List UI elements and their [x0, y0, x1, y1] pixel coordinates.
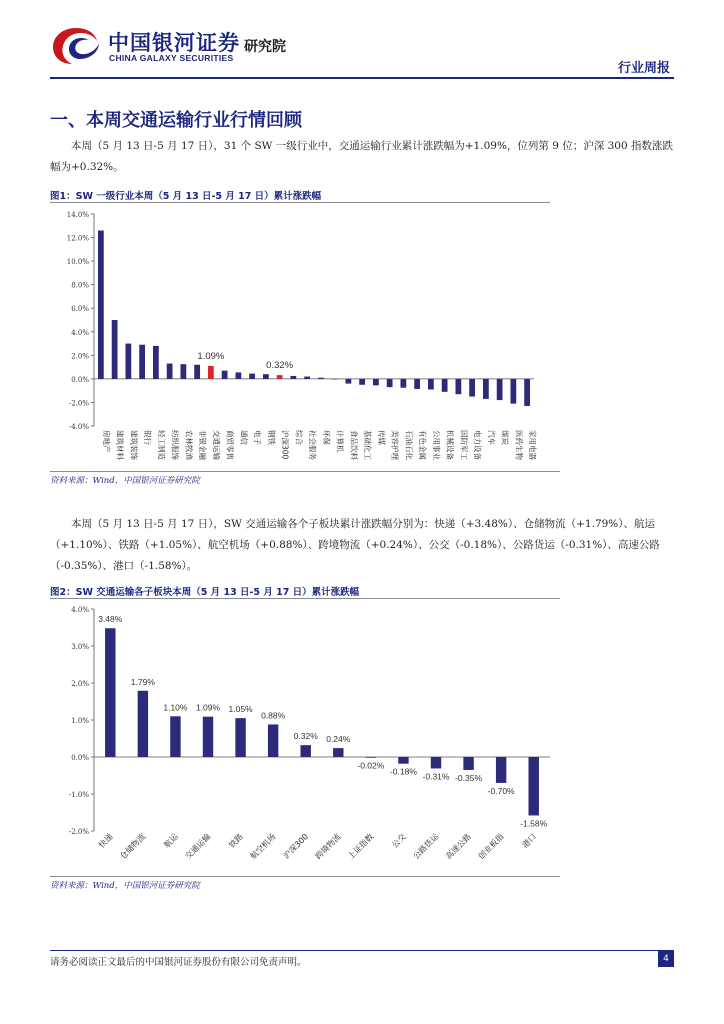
header-divider	[50, 77, 674, 79]
chart2-bar	[235, 718, 245, 757]
chart1-bar	[249, 374, 255, 379]
chart2-bar	[105, 628, 115, 757]
footer-divider	[50, 950, 674, 951]
chart1-x-tick-label: 房地产	[101, 430, 111, 453]
chart1-bar	[235, 372, 241, 378]
chart1-x-tick-label: 交通运输	[211, 430, 221, 460]
chart1-x-tick-label: 沪深300	[280, 430, 290, 460]
chart1-bar	[442, 379, 448, 392]
chart2-bar	[496, 757, 506, 783]
chart1-x-tick-label: 电子	[253, 430, 263, 445]
chart1-x-tick-label: 社会服务	[308, 430, 318, 460]
chart1-x-tick-label: 有色金属	[418, 430, 428, 460]
page-header	[0, 0, 724, 80]
chart1-bar	[153, 346, 159, 379]
chart1-y-tick-label: 14.0%	[66, 211, 89, 219]
report-type-label: 行业周报	[617, 61, 670, 76]
chart2-bar	[333, 748, 343, 757]
chart1-x-tick-label: 通信	[239, 430, 249, 445]
chart2-x-tick-label: 铁路	[227, 832, 245, 850]
chart2-x-tick-label: 快递	[97, 832, 115, 850]
chart2-x-tick-label: 高速公路	[443, 832, 473, 862]
chart2-x-tick-label: 上证指数	[346, 832, 376, 862]
chart2-data-label: 1.05%	[228, 704, 253, 715]
chart2-x-tick-label: 仓储物流	[118, 832, 148, 862]
paragraph-subsector-summary: 本周（5 月 13 日-5 月 17 日），SW 交通运输各个子板块累计涨跌幅分别为：快递（+3.48%）、仓储物流（+1.79%）、航运（+1.10%）、铁路（+1.05%）、航空机场（+0.88%）、跨境物流（+0.24%）、公交（-0.18%）、公路货运（-0.31%）、高速公路（-0.35%）、港口（-1.58%）。	[50, 518, 660, 572]
chart1-bar	[98, 230, 104, 378]
chart1-bar	[524, 379, 530, 406]
figure1-title-rule	[50, 202, 550, 203]
chart2-bar	[268, 724, 278, 757]
chart2-bar	[431, 757, 441, 768]
chart1-bar	[167, 364, 173, 379]
chart1-data-label: 1.09%	[197, 351, 225, 363]
chart2-x-tick-label: 公交	[390, 832, 408, 850]
chart1-x-tick-label: 家用电器	[528, 430, 538, 460]
chart2-data-label: 0.24%	[326, 734, 351, 745]
chart1-y-tick-label: 2.0%	[71, 352, 89, 361]
chart1-bar	[112, 320, 118, 379]
chart2-data-label: -0.02%	[357, 760, 385, 771]
chart1-x-tick-label: 钢铁	[266, 430, 276, 445]
chart2-bar	[301, 745, 311, 757]
chart1-x-tick-label: 公用事业	[431, 430, 441, 460]
chart2-data-label: -1.58%	[520, 818, 548, 829]
chart2-y-tick-label: 0.0%	[71, 754, 89, 762]
chart1-bar	[318, 378, 324, 379]
chart1-bar	[497, 379, 503, 400]
chart1-x-tick-label: 纺织服饰	[170, 430, 180, 460]
chart1-y-tick-label: 12.0%	[66, 234, 89, 243]
chart2-bar	[529, 757, 539, 815]
chart1-bar	[332, 379, 338, 380]
chart2-data-label: 0.88%	[261, 710, 286, 721]
chart1-y-tick-label: 0.0%	[71, 375, 89, 384]
chart1-bar	[139, 345, 145, 379]
chart2-x-tick-label: 港口	[520, 832, 539, 850]
chart1-data-label: 0.32%	[266, 360, 294, 372]
chart1-bar	[180, 364, 186, 379]
chart2-data-label: 0.32%	[293, 731, 318, 742]
chart1-bar	[414, 379, 420, 389]
paragraph-industry-summary: 本周（5 月 13 日-5 月 17 日），31 个 SW 一级行业中，交通运输行业累计涨跌幅为+1.09%，位列第 9 位；沪深 300 指数涨跌幅为+0.32%。	[50, 140, 673, 173]
chart1-x-tick-label: 医药生物	[514, 430, 524, 460]
chart-transport-subsectors	[50, 600, 560, 874]
chart1-bar	[510, 379, 516, 404]
chart1-bar	[373, 379, 379, 385]
chart2-y-tick-label: 1.0%	[71, 717, 89, 725]
figure2-title: 图2：SW 交通运输各子板块本周（5 月 13 日-5 月 17 日）累计涨跌幅	[50, 587, 360, 598]
chart1-y-tick-label: 6.0%	[71, 305, 89, 314]
chart1-bar	[194, 365, 200, 379]
chart1-y-tick-label: 8.0%	[71, 281, 89, 290]
chart-sw-industries	[50, 206, 550, 468]
chart1-x-tick-label: 银行	[143, 430, 153, 445]
chart1-bar	[387, 379, 393, 387]
chart2-x-tick-label: 跨境物流	[313, 832, 343, 862]
chart2-data-label: -0.18%	[389, 766, 417, 777]
institute-label: 研究院	[244, 39, 286, 55]
chart2-bar	[203, 717, 213, 757]
figure1-title: 图1：SW 一级行业本周（5 月 13 日-5 月 17 日）累计涨跌幅	[50, 191, 322, 202]
chart1-y-tick-label: 10.0%	[66, 258, 89, 267]
chart1-x-tick-label: 煤炭	[500, 430, 510, 445]
chart1-bar	[483, 379, 489, 399]
chart1-bar	[263, 374, 269, 379]
chart1-bar	[359, 379, 365, 385]
chart1-bar	[290, 376, 296, 379]
chart2-y-tick-label: -1.0%	[68, 791, 89, 799]
chart1-x-tick-label: 综合	[294, 430, 304, 445]
chart2-data-label: -0.70%	[487, 785, 515, 796]
chart1-x-tick-label: 机械设备	[445, 430, 455, 460]
chart1-x-tick-label: 汽车	[486, 430, 496, 445]
chart1-x-tick-label: 环保	[321, 430, 331, 445]
chart1-x-tick-label: 农林牧渔	[184, 430, 194, 460]
chart2-bar	[366, 757, 376, 758]
chart1-x-tick-label: 建筑材料	[115, 430, 125, 460]
galaxy-logo-icon	[50, 24, 102, 68]
figure1-source-rule	[50, 471, 560, 472]
brand-name-en: CHINA GALAXY SECURITIES	[109, 53, 234, 63]
chart2-data-label: -0.35%	[455, 772, 483, 783]
chart1-x-tick-label: 计算机	[335, 430, 345, 453]
chart1-bar	[469, 379, 475, 397]
chart2-data-label: 1.10%	[163, 702, 188, 713]
chart1-y-tick-label: -2.0%	[68, 399, 89, 408]
chart1-bar	[222, 371, 228, 379]
chart2-bar	[398, 757, 408, 764]
page-number: 4	[658, 951, 674, 967]
chart1-x-tick-label: 食品饮料	[349, 430, 359, 460]
chart2-x-tick-label: 创业板指	[476, 832, 506, 862]
chart1-x-tick-label: 建筑装饰	[129, 430, 139, 460]
chart1-y-tick-label: -4.0%	[68, 423, 89, 431]
chart1-x-tick-label: 商贸零售	[225, 430, 235, 460]
chart2-data-label: 1.79%	[130, 676, 155, 687]
chart2-y-tick-label: -2.0%	[68, 828, 89, 836]
chart2-data-label: 1.09%	[195, 702, 221, 713]
figure2-title-rule	[50, 598, 560, 599]
footer-disclaimer: 请务必阅读正文最后的中国银河证券股份有限公司免责声明。	[50, 957, 307, 968]
chart1-bar	[400, 379, 406, 388]
chart2-x-tick-label: 航空机场	[248, 832, 278, 862]
chart1-y-tick-label: 4.0%	[71, 328, 89, 337]
chart2-data-label: -0.31%	[422, 771, 450, 782]
chart2-x-tick-label: 沪深300	[281, 832, 311, 861]
section-title: 一、本周交通运输行业行情回顾	[50, 110, 302, 131]
chart1-x-tick-label: 非银金融	[198, 430, 208, 460]
chart1-bar	[125, 344, 131, 379]
chart1-bar	[208, 366, 214, 379]
figure1-source: 资料来源：Wind，中国银河证券研究院	[50, 476, 200, 486]
chart1-bar	[428, 379, 434, 390]
chart2-x-tick-label: 交通运输	[183, 832, 213, 862]
chart1-x-tick-label: 轻工制造	[156, 430, 166, 460]
chart2-bar	[463, 757, 473, 770]
chart1-x-tick-label: 石油石化	[404, 430, 414, 460]
chart2-x-tick-label: 航运	[162, 832, 180, 850]
chart1-x-tick-label: 美容护理	[390, 430, 400, 460]
chart2-y-tick-label: 4.0%	[71, 606, 89, 614]
brand-name-cn: 中国银河证券	[108, 31, 240, 55]
chart1-bar	[345, 379, 351, 384]
chart2-x-tick-label: 公路货运	[411, 832, 441, 862]
figure2-source: 资料来源：Wind，中国银河证券研究院	[50, 881, 200, 891]
chart1-x-tick-label: 传媒	[376, 430, 386, 445]
chart2-bar	[138, 691, 148, 757]
chart1-bar	[455, 379, 461, 394]
chart1-bar	[304, 377, 310, 379]
chart1-bar	[277, 375, 283, 379]
chart1-x-tick-label: 电力设备	[473, 430, 483, 460]
chart1-x-tick-label: 基础化工	[363, 430, 373, 460]
chart2-y-tick-label: 3.0%	[71, 643, 89, 651]
chart1-x-tick-label: 国防军工	[459, 430, 469, 460]
figure2-source-rule	[50, 876, 560, 877]
chart2-bar	[170, 716, 180, 757]
chart2-y-tick-label: 2.0%	[71, 680, 89, 688]
chart2-data-label: 3.48%	[98, 614, 123, 625]
